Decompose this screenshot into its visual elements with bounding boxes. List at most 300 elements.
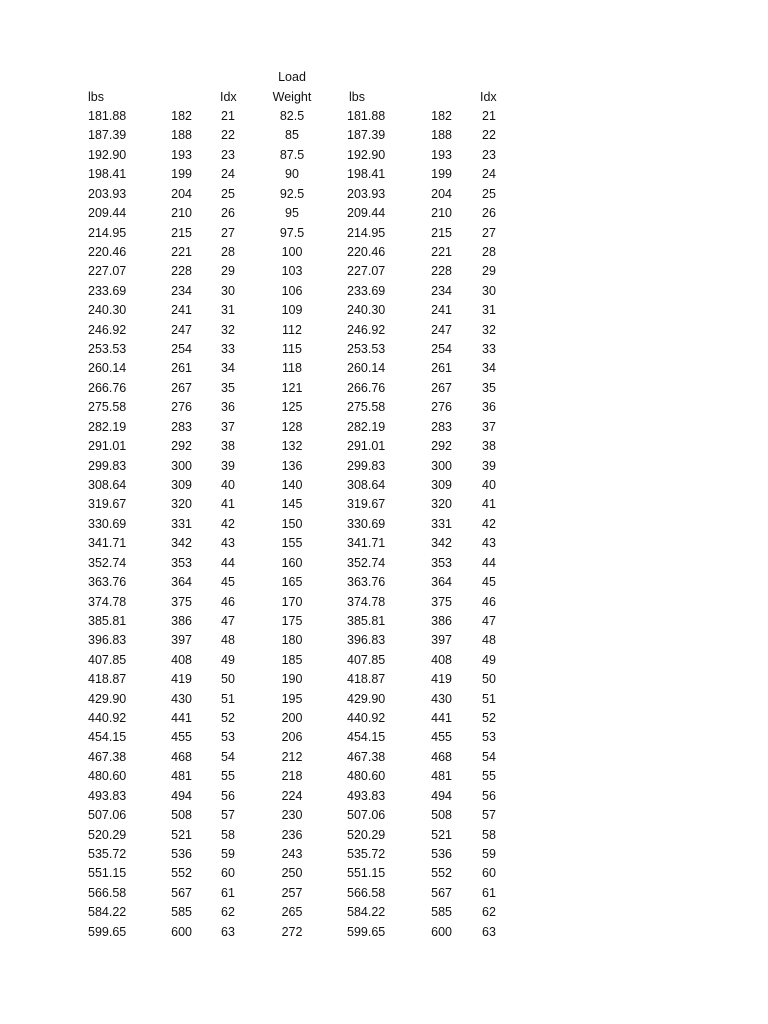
cell-lbs-right: 385.81 [347, 613, 386, 628]
cell-rounded-right: 331 [431, 516, 452, 531]
cell-load-weight: 128 [281, 419, 303, 434]
cell-rounded-left: 204 [171, 186, 192, 201]
cell-idx-left: 25 [221, 186, 235, 201]
cell-idx-right: 44 [482, 555, 496, 570]
cell-lbs-right: 599.65 [347, 924, 386, 939]
cell-lbs-right: 341.71 [347, 536, 386, 551]
cell-lbs-left: 192.90 [88, 147, 127, 162]
cell-load-weight: 115 [282, 342, 302, 357]
cell-lbs-right: 407.85 [347, 652, 386, 667]
cell-lbs-left: 209.44 [88, 206, 127, 221]
cell-idx-right: 23 [482, 147, 496, 162]
cell-idx-right: 56 [482, 788, 496, 803]
cell-rounded-left: 283 [171, 419, 192, 434]
cell-load-weight: 170 [281, 594, 303, 609]
cell-lbs-left: 330.69 [88, 516, 127, 531]
cell-idx-left: 45 [221, 575, 235, 590]
cell-rounded-left: 375 [171, 594, 192, 609]
cell-idx-right: 35 [482, 380, 496, 395]
cell-idx-left: 21 [221, 109, 235, 123]
cell-lbs-left: 493.83 [88, 788, 127, 803]
cell-lbs-left: 214.95 [88, 225, 127, 240]
cell-load-weight: 97.5 [279, 225, 305, 240]
cell-lbs-right: 203.93 [347, 186, 386, 201]
cell-load-weight: 272 [281, 924, 303, 939]
cell-idx-left: 61 [221, 885, 235, 900]
cell-idx-right: 21 [482, 109, 496, 123]
cell-load-weight: 90 [285, 167, 299, 182]
cell-rounded-right: 320 [431, 497, 452, 512]
cell-rounded-left: 188 [171, 128, 192, 143]
cell-lbs-left: 181.88 [88, 109, 127, 123]
cell-rounded-right: 353 [431, 555, 452, 570]
cell-rounded-right: 247 [431, 322, 452, 337]
cell-idx-left: 57 [221, 808, 235, 823]
cell-idx-left: 23 [221, 147, 235, 162]
cell-rounded-right: 481 [431, 769, 452, 784]
cell-load-weight: 95 [285, 206, 299, 221]
cell-lbs-right: 214.95 [347, 225, 386, 240]
cell-rounded-left: 247 [171, 322, 192, 337]
cell-rounded-right: 221 [431, 244, 452, 259]
cell-rounded-right: 386 [431, 613, 452, 628]
cell-lbs-left: 429.90 [88, 691, 127, 706]
cell-idx-left: 47 [221, 613, 235, 628]
cell-rounded-left: 215 [171, 225, 192, 240]
cell-lbs-left: 198.41 [88, 167, 127, 182]
cell-rounded-left: 536 [171, 846, 192, 861]
cell-rounded-left: 353 [171, 555, 192, 570]
cell-rounded-right: 283 [431, 419, 452, 434]
cell-load-weight: 175 [281, 613, 303, 628]
cell-lbs-right: 282.19 [347, 419, 386, 434]
cell-rounded-left: 234 [171, 283, 192, 298]
cell-rounded-left: 342 [171, 536, 192, 551]
cell-rounded-right: 228 [431, 264, 452, 279]
cell-idx-left: 37 [221, 419, 235, 434]
cell-rounded-right: 375 [431, 594, 452, 609]
cell-lbs-right: 507.06 [347, 808, 386, 823]
cell-idx-right: 37 [482, 419, 496, 434]
cell-load-weight: 206 [281, 730, 303, 745]
cell-idx-right: 40 [482, 477, 496, 492]
cell-lbs-right: 291.01 [347, 439, 386, 454]
cell-rounded-right: 508 [431, 808, 452, 823]
cell-rounded-right: 585 [431, 905, 452, 920]
cell-load-weight: 132 [281, 439, 303, 454]
cell-lbs-left: 507.06 [88, 808, 127, 823]
cell-rounded-right: 215 [431, 225, 452, 240]
cell-idx-right: 22 [482, 128, 496, 143]
cell-rounded-left: 309 [171, 477, 192, 492]
cell-idx-left: 60 [221, 866, 235, 881]
header-weight: Weight [272, 90, 312, 104]
cell-load-weight: 236 [281, 827, 303, 842]
cell-rounded-left: 267 [171, 380, 192, 395]
cell-idx-left: 43 [221, 536, 235, 551]
cell-lbs-left: 240.30 [88, 303, 127, 318]
cell-rounded-left: 419 [171, 672, 192, 687]
header-load: Load [278, 70, 306, 84]
cell-load-weight: 136 [281, 458, 303, 473]
cell-idx-left: 31 [221, 303, 235, 318]
cell-idx-right: 38 [482, 439, 496, 454]
cell-lbs-right: 260.14 [347, 361, 386, 376]
cell-lbs-left: 275.58 [88, 400, 127, 415]
cell-lbs-right: 187.39 [347, 128, 386, 143]
cell-rounded-left: 494 [171, 788, 192, 803]
cell-lbs-right: 253.53 [347, 342, 386, 357]
cell-rounded-right: 188 [431, 128, 452, 143]
cell-rounded-right: 292 [431, 439, 452, 454]
cell-load-weight: 155 [281, 536, 303, 551]
cell-lbs-left: 220.46 [88, 244, 127, 259]
cell-lbs-right: 192.90 [347, 147, 386, 162]
cell-rounded-left: 228 [171, 264, 192, 279]
cell-idx-right: 55 [482, 769, 496, 784]
cell-idx-right: 51 [482, 691, 496, 706]
cell-load-weight: 180 [281, 633, 303, 648]
cell-idx-right: 41 [482, 497, 496, 512]
cell-load-weight: 103 [281, 264, 303, 279]
cell-idx-right: 27 [482, 225, 496, 240]
cell-rounded-right: 199 [431, 167, 452, 182]
cell-lbs-right: 275.58 [347, 400, 386, 415]
cell-rounded-left: 276 [171, 400, 192, 415]
cell-idx-left: 62 [221, 905, 235, 920]
cell-rounded-right: 567 [431, 885, 452, 900]
cell-idx-left: 41 [221, 497, 235, 512]
cell-load-weight: 243 [281, 846, 303, 861]
cell-load-weight: 100 [281, 244, 303, 259]
header-idx-left: Idx [220, 90, 237, 104]
cell-lbs-right: 480.60 [347, 769, 386, 784]
cell-idx-left: 59 [221, 846, 235, 861]
cell-load-weight: 82.5 [279, 109, 305, 123]
cell-idx-left: 40 [221, 477, 235, 492]
cell-idx-right: 26 [482, 206, 496, 221]
cell-load-weight: 92.5 [279, 186, 305, 201]
cell-lbs-right: 352.74 [347, 555, 386, 570]
cell-idx-right: 50 [482, 672, 496, 687]
cell-idx-right: 24 [482, 167, 496, 182]
cell-idx-left: 44 [221, 555, 235, 570]
cell-lbs-right: 520.29 [347, 827, 386, 842]
cell-idx-right: 62 [482, 905, 496, 920]
cell-idx-left: 32 [221, 322, 235, 337]
cell-load-weight: 218 [281, 769, 303, 784]
cell-load-weight: 106 [281, 283, 303, 298]
cell-rounded-left: 430 [171, 691, 192, 706]
cell-idx-left: 54 [221, 749, 235, 764]
cell-rounded-right: 204 [431, 186, 452, 201]
cell-lbs-right: 319.67 [347, 497, 386, 512]
cell-load-weight: 150 [281, 516, 303, 531]
cell-rounded-left: 481 [171, 769, 192, 784]
cell-lbs-left: 187.39 [88, 128, 127, 143]
cell-load-weight: 140 [281, 477, 303, 492]
cell-rounded-right: 552 [431, 866, 452, 881]
cell-rounded-right: 494 [431, 788, 452, 803]
cell-rounded-left: 521 [171, 827, 192, 842]
cell-lbs-right: 374.78 [347, 594, 386, 609]
cell-lbs-right: 493.83 [347, 788, 386, 803]
cell-idx-right: 52 [482, 711, 496, 726]
cell-load-weight: 190 [281, 672, 303, 687]
cell-idx-left: 50 [221, 672, 235, 687]
cell-lbs-right: 266.76 [347, 380, 386, 395]
cell-lbs-left: 291.01 [88, 439, 127, 454]
cell-idx-left: 48 [221, 633, 235, 648]
cell-rounded-left: 261 [171, 361, 192, 376]
cell-idx-left: 22 [221, 128, 235, 143]
cell-lbs-left: 203.93 [88, 186, 127, 201]
cell-rounded-right: 536 [431, 846, 452, 861]
cell-idx-right: 30 [482, 283, 496, 298]
cell-rounded-right: 521 [431, 827, 452, 842]
cell-rounded-right: 276 [431, 400, 452, 415]
cell-rounded-left: 364 [171, 575, 192, 590]
cell-load-weight: 160 [281, 555, 303, 570]
cell-load-weight: 85 [285, 128, 299, 143]
cell-idx-left: 58 [221, 827, 235, 842]
cell-idx-left: 33 [221, 342, 235, 357]
cell-lbs-right: 429.90 [347, 691, 386, 706]
cell-lbs-right: 227.07 [347, 264, 386, 279]
cell-load-weight: 200 [281, 711, 303, 726]
cell-rounded-right: 261 [431, 361, 452, 376]
cell-idx-left: 29 [221, 264, 235, 279]
cell-idx-left: 28 [221, 244, 235, 259]
cell-idx-right: 33 [482, 342, 496, 357]
cell-lbs-right: 535.72 [347, 846, 386, 861]
cell-rounded-right: 430 [431, 691, 452, 706]
cell-idx-right: 25 [482, 186, 496, 201]
cell-lbs-left: 299.83 [88, 458, 127, 473]
cell-idx-right: 29 [482, 264, 496, 279]
cell-lbs-left: 454.15 [88, 730, 127, 745]
cell-idx-left: 30 [221, 283, 235, 298]
cell-idx-right: 31 [482, 303, 496, 318]
cell-rounded-left: 508 [171, 808, 192, 823]
cell-rounded-right: 254 [431, 342, 452, 357]
cell-rounded-left: 182 [171, 109, 192, 123]
cell-rounded-left: 600 [171, 924, 192, 939]
cell-idx-left: 36 [221, 400, 235, 415]
cell-lbs-left: 352.74 [88, 555, 127, 570]
cell-rounded-left: 441 [171, 711, 192, 726]
cell-load-weight: 224 [281, 788, 303, 803]
cell-idx-left: 52 [221, 711, 235, 726]
cell-lbs-left: 253.53 [88, 342, 127, 357]
cell-idx-right: 36 [482, 400, 496, 415]
cell-rounded-left: 552 [171, 866, 192, 881]
cell-rounded-right: 193 [431, 147, 452, 162]
cell-lbs-right: 240.30 [347, 303, 386, 318]
cell-load-weight: 212 [281, 749, 303, 764]
cell-lbs-right: 209.44 [347, 206, 386, 221]
cell-lbs-right: 220.46 [347, 244, 386, 259]
cell-idx-left: 46 [221, 594, 235, 609]
cell-load-weight: 185 [281, 652, 303, 667]
cell-idx-right: 43 [482, 536, 496, 551]
cell-load-weight: 165 [281, 575, 303, 590]
cell-rounded-right: 309 [431, 477, 452, 492]
header-lbs-right: lbs [349, 90, 365, 104]
cell-idx-right: 59 [482, 846, 496, 861]
cell-rounded-right: 182 [431, 109, 452, 123]
cell-rounded-left: 210 [171, 206, 192, 221]
cell-idx-left: 42 [221, 516, 235, 531]
cell-rounded-right: 267 [431, 380, 452, 395]
cell-lbs-right: 233.69 [347, 283, 386, 298]
cell-idx-left: 63 [221, 924, 235, 939]
cell-load-weight: 230 [281, 808, 303, 823]
cell-idx-left: 49 [221, 652, 235, 667]
cell-rounded-right: 364 [431, 575, 452, 590]
cell-lbs-right: 246.92 [347, 322, 386, 337]
cell-load-weight: 145 [281, 497, 303, 512]
cell-idx-left: 35 [221, 380, 235, 395]
cell-idx-right: 46 [482, 594, 496, 609]
cell-idx-right: 58 [482, 827, 496, 842]
cell-idx-right: 47 [482, 613, 496, 628]
cell-rounded-left: 468 [171, 749, 192, 764]
cell-lbs-left: 566.58 [88, 885, 127, 900]
cell-rounded-right: 441 [431, 711, 452, 726]
cell-lbs-left: 266.76 [88, 380, 127, 395]
cell-idx-right: 48 [482, 633, 496, 648]
cell-lbs-left: 467.38 [88, 749, 127, 764]
cell-idx-left: 38 [221, 439, 235, 454]
cell-rounded-left: 193 [171, 147, 192, 162]
cell-lbs-left: 260.14 [88, 361, 127, 376]
cell-lbs-left: 407.85 [88, 652, 127, 667]
cell-lbs-left: 374.78 [88, 594, 127, 609]
cell-idx-right: 53 [482, 730, 496, 745]
cell-rounded-left: 331 [171, 516, 192, 531]
cell-lbs-left: 440.92 [88, 711, 127, 726]
cell-lbs-left: 551.15 [88, 866, 127, 881]
cell-lbs-left: 418.87 [88, 672, 127, 687]
cell-lbs-left: 363.76 [88, 575, 127, 590]
cell-load-weight: 195 [281, 691, 303, 706]
cell-rounded-right: 455 [431, 730, 452, 745]
cell-lbs-left: 480.60 [88, 769, 127, 784]
cell-idx-left: 55 [221, 769, 235, 784]
cell-load-weight: 125 [281, 400, 303, 415]
cell-idx-left: 51 [221, 691, 235, 706]
cell-idx-right: 28 [482, 244, 496, 259]
cell-lbs-left: 319.67 [88, 497, 127, 512]
cell-rounded-left: 455 [171, 730, 192, 745]
cell-lbs-left: 535.72 [88, 846, 127, 861]
cell-idx-left: 39 [221, 458, 235, 473]
cell-rounded-left: 241 [171, 303, 192, 318]
cell-lbs-right: 551.15 [347, 866, 386, 881]
cell-idx-right: 42 [482, 516, 496, 531]
cell-idx-left: 34 [221, 361, 235, 376]
cell-rounded-left: 567 [171, 885, 192, 900]
cell-rounded-left: 320 [171, 497, 192, 512]
cell-lbs-right: 299.83 [347, 458, 386, 473]
cell-load-weight: 109 [281, 303, 303, 318]
cell-load-weight: 118 [282, 361, 302, 376]
cell-idx-right: 54 [482, 749, 496, 764]
cell-rounded-left: 292 [171, 439, 192, 454]
cell-idx-right: 49 [482, 652, 496, 667]
cell-lbs-right: 454.15 [347, 730, 386, 745]
cell-idx-left: 27 [221, 225, 235, 240]
cell-idx-right: 63 [482, 924, 496, 939]
cell-lbs-left: 227.07 [88, 264, 127, 279]
cell-lbs-right: 308.64 [347, 477, 386, 492]
cell-rounded-right: 600 [431, 924, 452, 939]
cell-idx-left: 26 [221, 206, 235, 221]
header-idx-right: Idx [480, 90, 497, 104]
cell-lbs-right: 363.76 [347, 575, 386, 590]
cell-lbs-right: 198.41 [347, 167, 386, 182]
cell-rounded-right: 397 [431, 633, 452, 648]
cell-idx-right: 32 [482, 322, 496, 337]
cell-lbs-left: 282.19 [88, 419, 127, 434]
cell-rounded-right: 468 [431, 749, 452, 764]
cell-load-weight: 250 [281, 866, 303, 881]
cell-lbs-right: 396.83 [347, 633, 386, 648]
cell-idx-right: 39 [482, 458, 496, 473]
cell-lbs-left: 246.92 [88, 322, 127, 337]
cell-idx-right: 60 [482, 866, 496, 881]
cell-lbs-left: 520.29 [88, 827, 127, 842]
cell-lbs-left: 599.65 [88, 924, 127, 939]
cell-lbs-left: 233.69 [88, 283, 127, 298]
cell-idx-right: 57 [482, 808, 496, 823]
cell-rounded-left: 300 [171, 458, 192, 473]
cell-rounded-left: 254 [171, 342, 192, 357]
cell-rounded-right: 241 [431, 303, 452, 318]
cell-idx-left: 53 [221, 730, 235, 745]
cell-rounded-left: 199 [171, 167, 192, 182]
cell-lbs-left: 396.83 [88, 633, 127, 648]
cell-load-weight: 112 [282, 322, 302, 337]
cell-rounded-left: 386 [171, 613, 192, 628]
cell-lbs-right: 330.69 [347, 516, 386, 531]
cell-lbs-right: 181.88 [347, 109, 386, 123]
cell-rounded-left: 408 [171, 652, 192, 667]
cell-idx-left: 56 [221, 788, 235, 803]
cell-rounded-right: 342 [431, 536, 452, 551]
cell-lbs-right: 440.92 [347, 711, 386, 726]
cell-rounded-right: 300 [431, 458, 452, 473]
cell-rounded-left: 585 [171, 905, 192, 920]
cell-idx-right: 45 [482, 575, 496, 590]
cell-rounded-left: 397 [171, 633, 192, 648]
cell-load-weight: 121 [281, 380, 303, 395]
cell-lbs-right: 467.38 [347, 749, 386, 764]
cell-lbs-left: 308.64 [88, 477, 127, 492]
cell-rounded-right: 408 [431, 652, 452, 667]
cell-lbs-right: 566.58 [347, 885, 386, 900]
cell-lbs-left: 341.71 [88, 536, 127, 551]
cell-rounded-right: 210 [431, 206, 452, 221]
cell-idx-right: 34 [482, 361, 496, 376]
cell-rounded-left: 221 [171, 244, 192, 259]
cell-lbs-right: 418.87 [347, 672, 386, 687]
cell-lbs-right: 584.22 [347, 905, 386, 920]
cell-load-weight: 87.5 [279, 147, 305, 162]
cell-rounded-right: 234 [431, 283, 452, 298]
cell-rounded-right: 419 [431, 672, 452, 687]
